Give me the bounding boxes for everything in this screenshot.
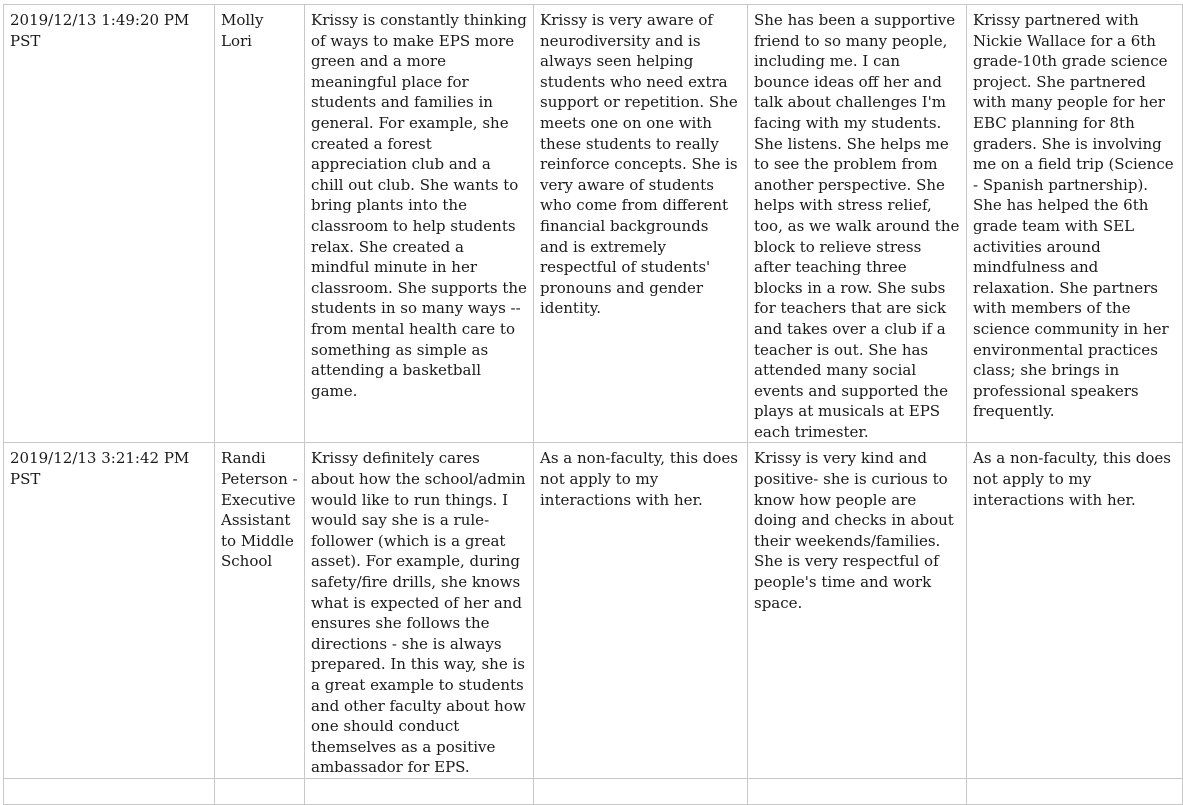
- timestamp-text: 2019/12/13 3:21:42 PM PST: [10, 449, 190, 489]
- response-text: She has been a supportive friend to so many people, including me. I can bounce ideas off her and talk about challenges I'm facing with my students. She listens. She helps me to see the problem from another perspective. She helps with stress relief, too, as we walk around the block to relieve stress after teaching three blocks in a row. She subs for teachers that are sick and takes over a club if a teacher is out. She has attended many social events and supported the plays at musicals at EPS each trimester.: [754, 11, 960, 441]
- empty-cell[interactable]: [534, 778, 748, 804]
- response-cell[interactable]: [748, 5, 967, 443]
- response-text: Krissy is constantly thinking of ways to make EPS more green and a more meaningful place for students and families in general. For example, she created a forest appreciation club and a chill out club. She wants to bring plants into the classroom to help students relax. She created a mindful minute in her classroom. She supports the students in so many ways -- from mental health care to something as simple as attending a basketball game.: [311, 11, 527, 400]
- response-text: Krissy definitely cares about how the school/admin would like to run things. I would say she is a rule-follower (which is a great asset). For example, during safety/fire drills, she knows what is expected of her and ensures she follows the directions - she is always prepared. In this way, she is a great example to students and other faculty about how one should conduct themselves as a positive ambassador for EPS.: [311, 449, 526, 777]
- response-text: Krissy partnered with Nickie Wallace for a 6th grade-10th grade science project. She partnered with many people for her EBC planning for 8th graders. She is involving me on a field trip (Science - Spanish partnership). She has helped the 6th grade team with SEL activities around mindfulness and relaxation. She partners with members of the science community in her environmental practices class; she brings in professional speakers frequently.: [973, 11, 1174, 421]
- empty-cell[interactable]: [305, 778, 534, 804]
- name-text: Molly Lori: [221, 11, 264, 50]
- response-cell[interactable]: [967, 5, 1183, 443]
- name-text: Randi Peterson - Executive Assistant to Middle School: [221, 449, 298, 571]
- response-text: Krissy is very kind and positive- she is curious to know how people are doing and checks in about their weekends/families. She is very respectful of people's time and work space.: [754, 449, 954, 612]
- response-cell[interactable]: [305, 5, 534, 443]
- response-text: Krissy is very aware of neurodiversity and is always seen helping students who need extra support or repetition. She meets one on one with these students to really reinforce concepts. She is very aware of students who come from different financial backgrounds and is extremely respectful of students' pronouns and gender identity.: [540, 11, 738, 318]
- empty-cell[interactable]: [748, 778, 967, 804]
- empty-cell[interactable]: [4, 778, 215, 804]
- empty-cell[interactable]: [967, 778, 1183, 804]
- timestamp-cell[interactable]: [4, 443, 215, 779]
- response-text: As a non-faculty, this does not apply to my interactions with her.: [973, 449, 1171, 509]
- table-row: [4, 5, 1183, 443]
- table-row: [4, 443, 1183, 779]
- response-cell[interactable]: [748, 443, 967, 779]
- response-cell[interactable]: [967, 443, 1183, 779]
- name-cell[interactable]: [215, 443, 305, 779]
- timestamp-cell[interactable]: [4, 5, 215, 443]
- response-cell[interactable]: [305, 443, 534, 779]
- table-row: [4, 778, 1183, 804]
- responses-table: [3, 4, 1183, 805]
- response-cell[interactable]: [534, 5, 748, 443]
- timestamp-text: 2019/12/13 1:49:20 PM PST: [10, 11, 190, 50]
- response-text: As a non-faculty, this does not apply to my interactions with her.: [540, 449, 738, 509]
- empty-cell[interactable]: [215, 778, 305, 804]
- response-cell[interactable]: [534, 443, 748, 779]
- name-cell[interactable]: [215, 5, 305, 443]
